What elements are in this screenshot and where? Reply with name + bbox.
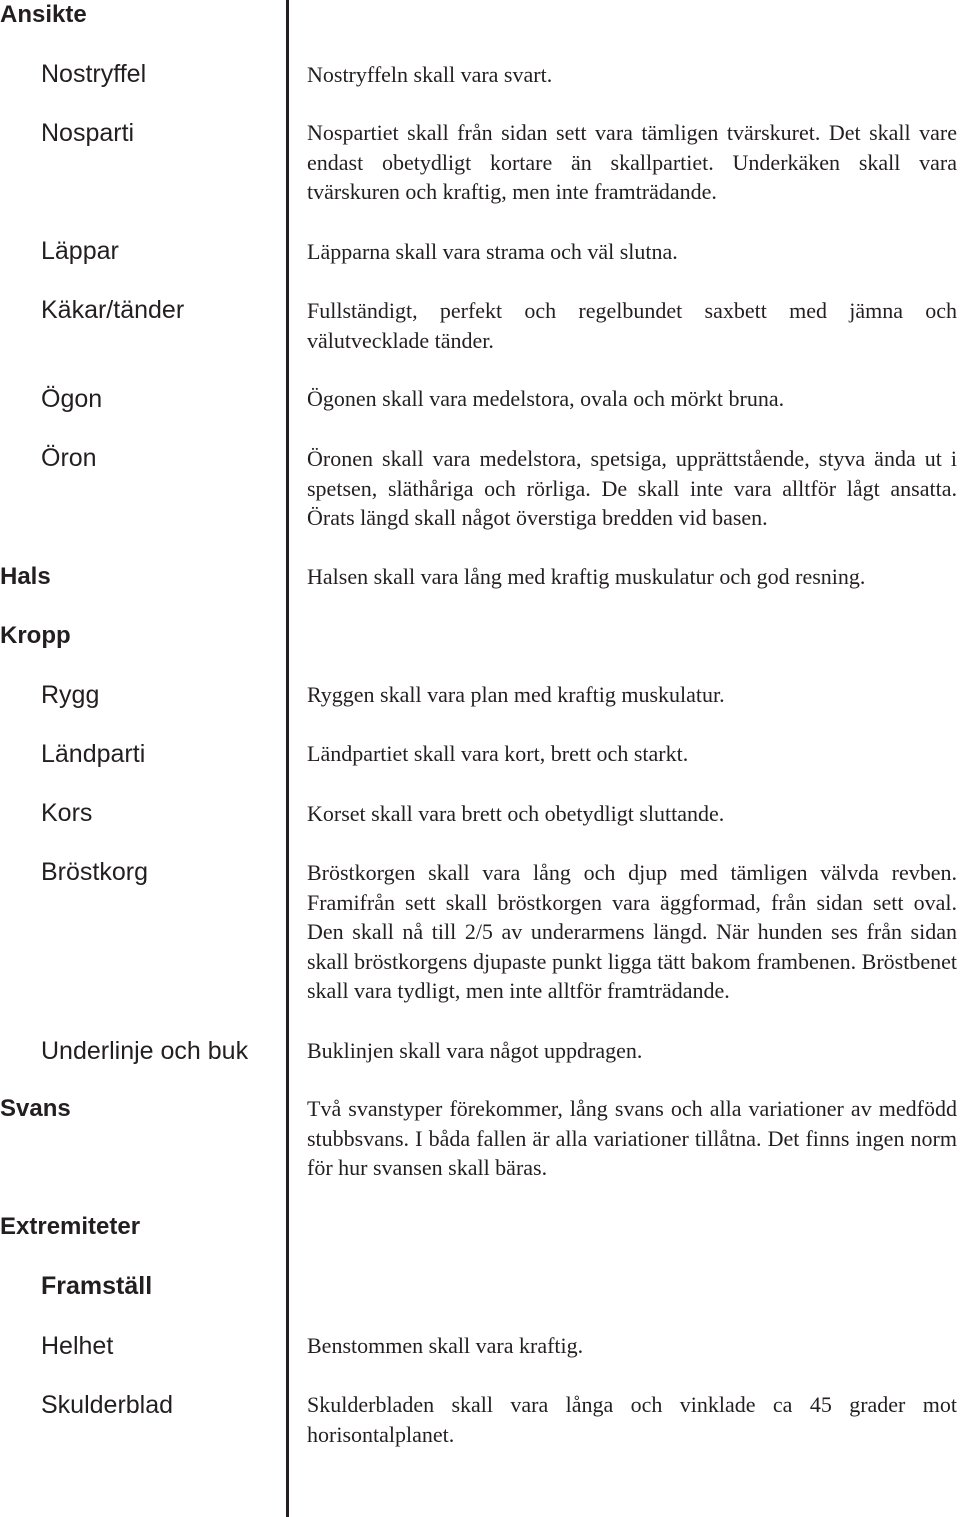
label-brostkorg: Bröstkorg	[41, 858, 148, 886]
label-kakar-tander: Käkar/tänder	[41, 296, 185, 324]
text-nostryffel: Nostryffeln skall vara svart.	[307, 62, 553, 87]
text-skulderblad: Skulderbladen skall vara långa och vinklade ca 45 grader mot horisontalplanet.	[307, 1392, 957, 1447]
text-kakar-tander: Fullständigt, perfekt och regelbundet saxbett med jämna och välutvecklade tänder.	[307, 298, 957, 353]
label-lappar: Läppar	[41, 237, 119, 265]
label-landparti: Ländparti	[41, 740, 146, 768]
column-divider	[286, 0, 289, 1517]
text-brostkorg: Bröstkorgen skall vara lång och djup med tämligen välvda revben. Framifrån sett skall bröstkorgen vara äggformad, från sidan sett oval. Den skall nå till 2/5 av underarmens längd. När hunden ses från sidan skall bröstkorgens djupaste punkt ligga tätt bakom frambenen. Bröstbenet skall vara tydligt, men inte alltför framträdande.	[307, 860, 957, 1003]
label-nostryffel: Nostryffel	[41, 60, 147, 88]
text-underlinje: Buklinjen skall vara något uppdragen.	[307, 1038, 643, 1063]
subsection-heading-framstall: Framställ	[41, 1272, 153, 1300]
text-kors: Korset skall vara brett och obetydligt sluttande.	[307, 801, 725, 826]
text-svans: Två svanstyper förekommer, lång svans och alla variationer av medfödd stubbsvans. I båda fallen är alla variationer tillåtna. Det finns ingen norm för hur svansen skall bäras.	[307, 1096, 957, 1180]
text-rygg: Ryggen skall vara plan med kraftig muskulatur.	[307, 682, 725, 707]
label-kors: Kors	[41, 799, 93, 827]
label-helhet: Helhet	[41, 1332, 114, 1360]
label-ogon: Ögon	[41, 385, 103, 413]
label-rygg: Rygg	[41, 681, 100, 709]
label-skulderblad: Skulderblad	[41, 1391, 174, 1419]
text-hals: Halsen skall vara lång med kraftig muskulatur och god resning.	[307, 564, 866, 589]
label-underlinje: Underlinje och buk	[41, 1037, 249, 1065]
text-oron: Öronen skall vara medelstora, spetsiga, upprättstående, styva ända ut i spetsen, släthåriga och rörliga. De skall inte vara alltför lågt ansatta. Örats längd skall något överstiga bredden vid basen.	[307, 446, 957, 530]
section-heading-kropp: Kropp	[0, 622, 71, 649]
section-heading-svans: Svans	[0, 1095, 71, 1122]
section-heading-extremiteter: Extremiteter	[0, 1213, 141, 1240]
text-ogon: Ögonen skall vara medelstora, ovala och mörkt bruna.	[307, 386, 785, 411]
label-oron: Öron	[41, 444, 97, 472]
section-heading-ansikte: Ansikte	[0, 1, 87, 28]
text-nosparti: Nospartiet skall från sidan sett vara tämligen tvärskuret. Det skall vare endast obetydligt kortare än skallpartiet. Underkäken skall vara tvärskuren och kraftig, men inte framträdande.	[307, 120, 957, 204]
text-helhet: Benstommen skall vara kraftig.	[307, 1333, 584, 1358]
label-nosparti: Nosparti	[41, 119, 135, 147]
section-heading-hals: Hals	[0, 563, 51, 590]
text-lappar: Läpparna skall vara strama och väl slutna.	[307, 239, 678, 264]
text-landparti: Ländpartiet skall vara kort, brett och starkt.	[307, 741, 689, 766]
